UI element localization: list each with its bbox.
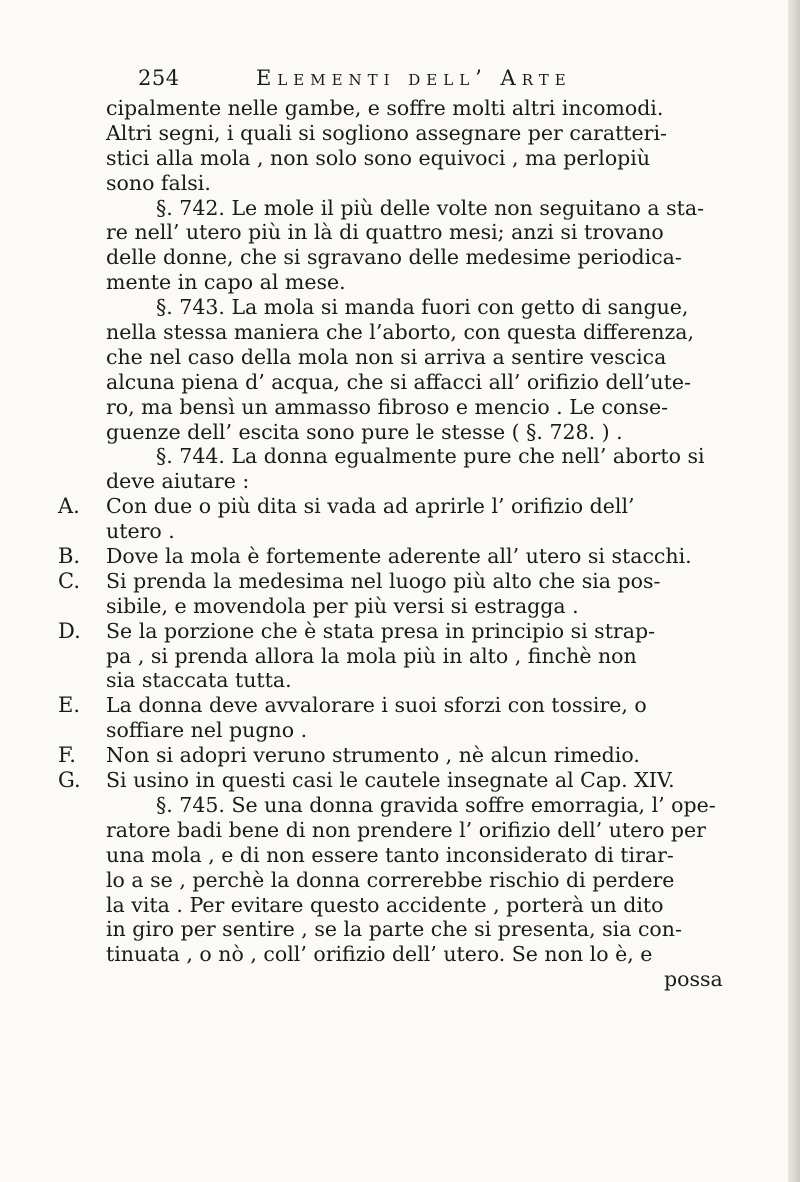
list-letter: G.	[58, 768, 81, 793]
text-line	[64, 320, 764, 345]
text-line	[64, 395, 764, 420]
line-text: §. 743. La mola si manda fuori con getto di sangue,	[156, 295, 689, 320]
line-text: §. 742. Le mole il più delle volte non seguitano a sta-	[156, 195, 705, 220]
text-line	[64, 171, 764, 196]
line-text: Si usino in questi casi le cautele insegnate al Cap. XIV.	[106, 768, 675, 793]
text-line	[64, 893, 764, 918]
text-line	[58, 768, 764, 793]
line-text: lo a se , perchè la donna correrebbe rischio di perdere	[106, 867, 675, 892]
text-line	[64, 96, 764, 121]
running-title: Elementi dell’ Arte	[256, 66, 572, 90]
line-text: sibile, e movendola per più versi si estragga .	[106, 593, 579, 618]
line-text: pa , si prenda allora la mola più in alto , finchè non	[106, 643, 637, 668]
text-line	[64, 594, 764, 619]
list-letter: B.	[58, 544, 81, 569]
line-text: alcuna piena d’ acqua, che si affacci all’ orifizio dell’ute-	[106, 369, 691, 394]
text-line	[64, 917, 764, 942]
line-text: Altri segni, i quali si sogliono assegnare per caratteri-	[106, 120, 667, 145]
line-text: che nel caso della mola non si arriva a sentire vescica	[106, 344, 667, 369]
line-text: §. 744. La donna egualmente pure che nell’ aborto si	[156, 444, 705, 469]
text-line	[64, 942, 764, 967]
text-line	[64, 270, 764, 295]
text-line	[64, 370, 764, 395]
line-text: stici alla mola , non solo sono equivoci , ma perlopiù	[106, 145, 651, 170]
line-text: §. 745. Se una donna gravida soffre emorragia, l’ ope-	[156, 792, 716, 817]
line-text: Non si adopri veruno strumento , nè alcun rimedio.	[106, 743, 640, 768]
line-text: ro, ma bensì un ammasso fibroso e mencio . Le conse-	[106, 394, 669, 419]
text-line	[64, 121, 764, 146]
text-line	[64, 868, 764, 893]
line-text: utero .	[106, 519, 175, 544]
list-letter: A.	[58, 494, 80, 519]
line-text: cipalmente nelle gambe, e soffre molti altri incomodi.	[106, 96, 664, 120]
line-text: sia staccata tutta.	[106, 668, 292, 693]
line-text: ratore badi bene di non prendere l’ orifizio dell’ utero per	[106, 817, 706, 842]
line-text: deve aiutare :	[106, 469, 250, 494]
line-text: in giro per sentire , se la parte che si presenta, sia con-	[106, 917, 682, 942]
text-line	[64, 220, 764, 245]
line-text: sono falsi.	[106, 170, 211, 195]
list-letter: E.	[58, 693, 81, 718]
line-text: guenze dell’ escita sono pure le stesse ( §. 728. ) .	[106, 419, 623, 444]
line-text: mente in capo al mese.	[106, 270, 346, 295]
page-number: 254	[138, 66, 180, 90]
line-text: nella stessa maniera che l’aborto, con questa differenza,	[106, 320, 694, 345]
text-line	[64, 295, 764, 320]
text-line	[64, 469, 764, 494]
list-letter: D.	[58, 618, 81, 643]
text-line	[64, 420, 764, 445]
text-line	[58, 743, 764, 768]
text-line	[58, 494, 764, 519]
line-text: soffiare nel pugno .	[106, 718, 308, 743]
text-line	[58, 618, 764, 644]
text-line	[64, 196, 764, 221]
text-line	[64, 843, 764, 868]
line-text: la vita . Per evitare questo accidente , porterà un dito	[106, 892, 664, 917]
text-line	[64, 444, 764, 469]
text-line	[64, 519, 764, 544]
text-line	[64, 345, 764, 370]
text-line	[64, 793, 764, 818]
text-line	[64, 644, 764, 669]
line-text: tinuata , o nò , coll’ orifizio dell’ utero. Se non lo è, e	[106, 942, 653, 967]
text-line	[58, 568, 764, 594]
line-text: delle donne, che si sgravano delle medesime periodica-	[106, 245, 682, 270]
page-edge	[788, 0, 800, 1182]
text-line	[64, 718, 764, 743]
list-letter: C.	[58, 568, 80, 593]
text-line	[64, 146, 764, 171]
line-text: Con due o più dita si vada ad aprirle l’ orifizio dell’	[106, 494, 635, 519]
line-text: Dove la mola è fortemente aderente all’ utero si stacchi.	[106, 544, 692, 569]
line-text: Se la porzione che è stata presa in principio si strap-	[106, 618, 656, 643]
body-text	[58, 96, 764, 992]
text-line	[64, 818, 764, 843]
text-line	[58, 693, 764, 718]
line-text: possa	[664, 967, 723, 992]
line-text: La donna deve avvalorare i suoi sforzi con tossire, o	[106, 693, 647, 718]
text-line	[64, 668, 764, 693]
text-line	[64, 245, 764, 270]
text-line	[58, 544, 764, 569]
line-text: una mola , e di non essere tanto inconsiderato di tirar-	[106, 842, 674, 867]
text-line	[64, 967, 764, 992]
line-text: Si prenda la medesima nel luogo più alto che sia pos-	[106, 568, 661, 593]
list-letter: F.	[58, 743, 76, 768]
line-text: re nell’ utero più in là di quattro mesi; anzi si trovano	[106, 220, 664, 245]
running-head	[138, 66, 658, 96]
